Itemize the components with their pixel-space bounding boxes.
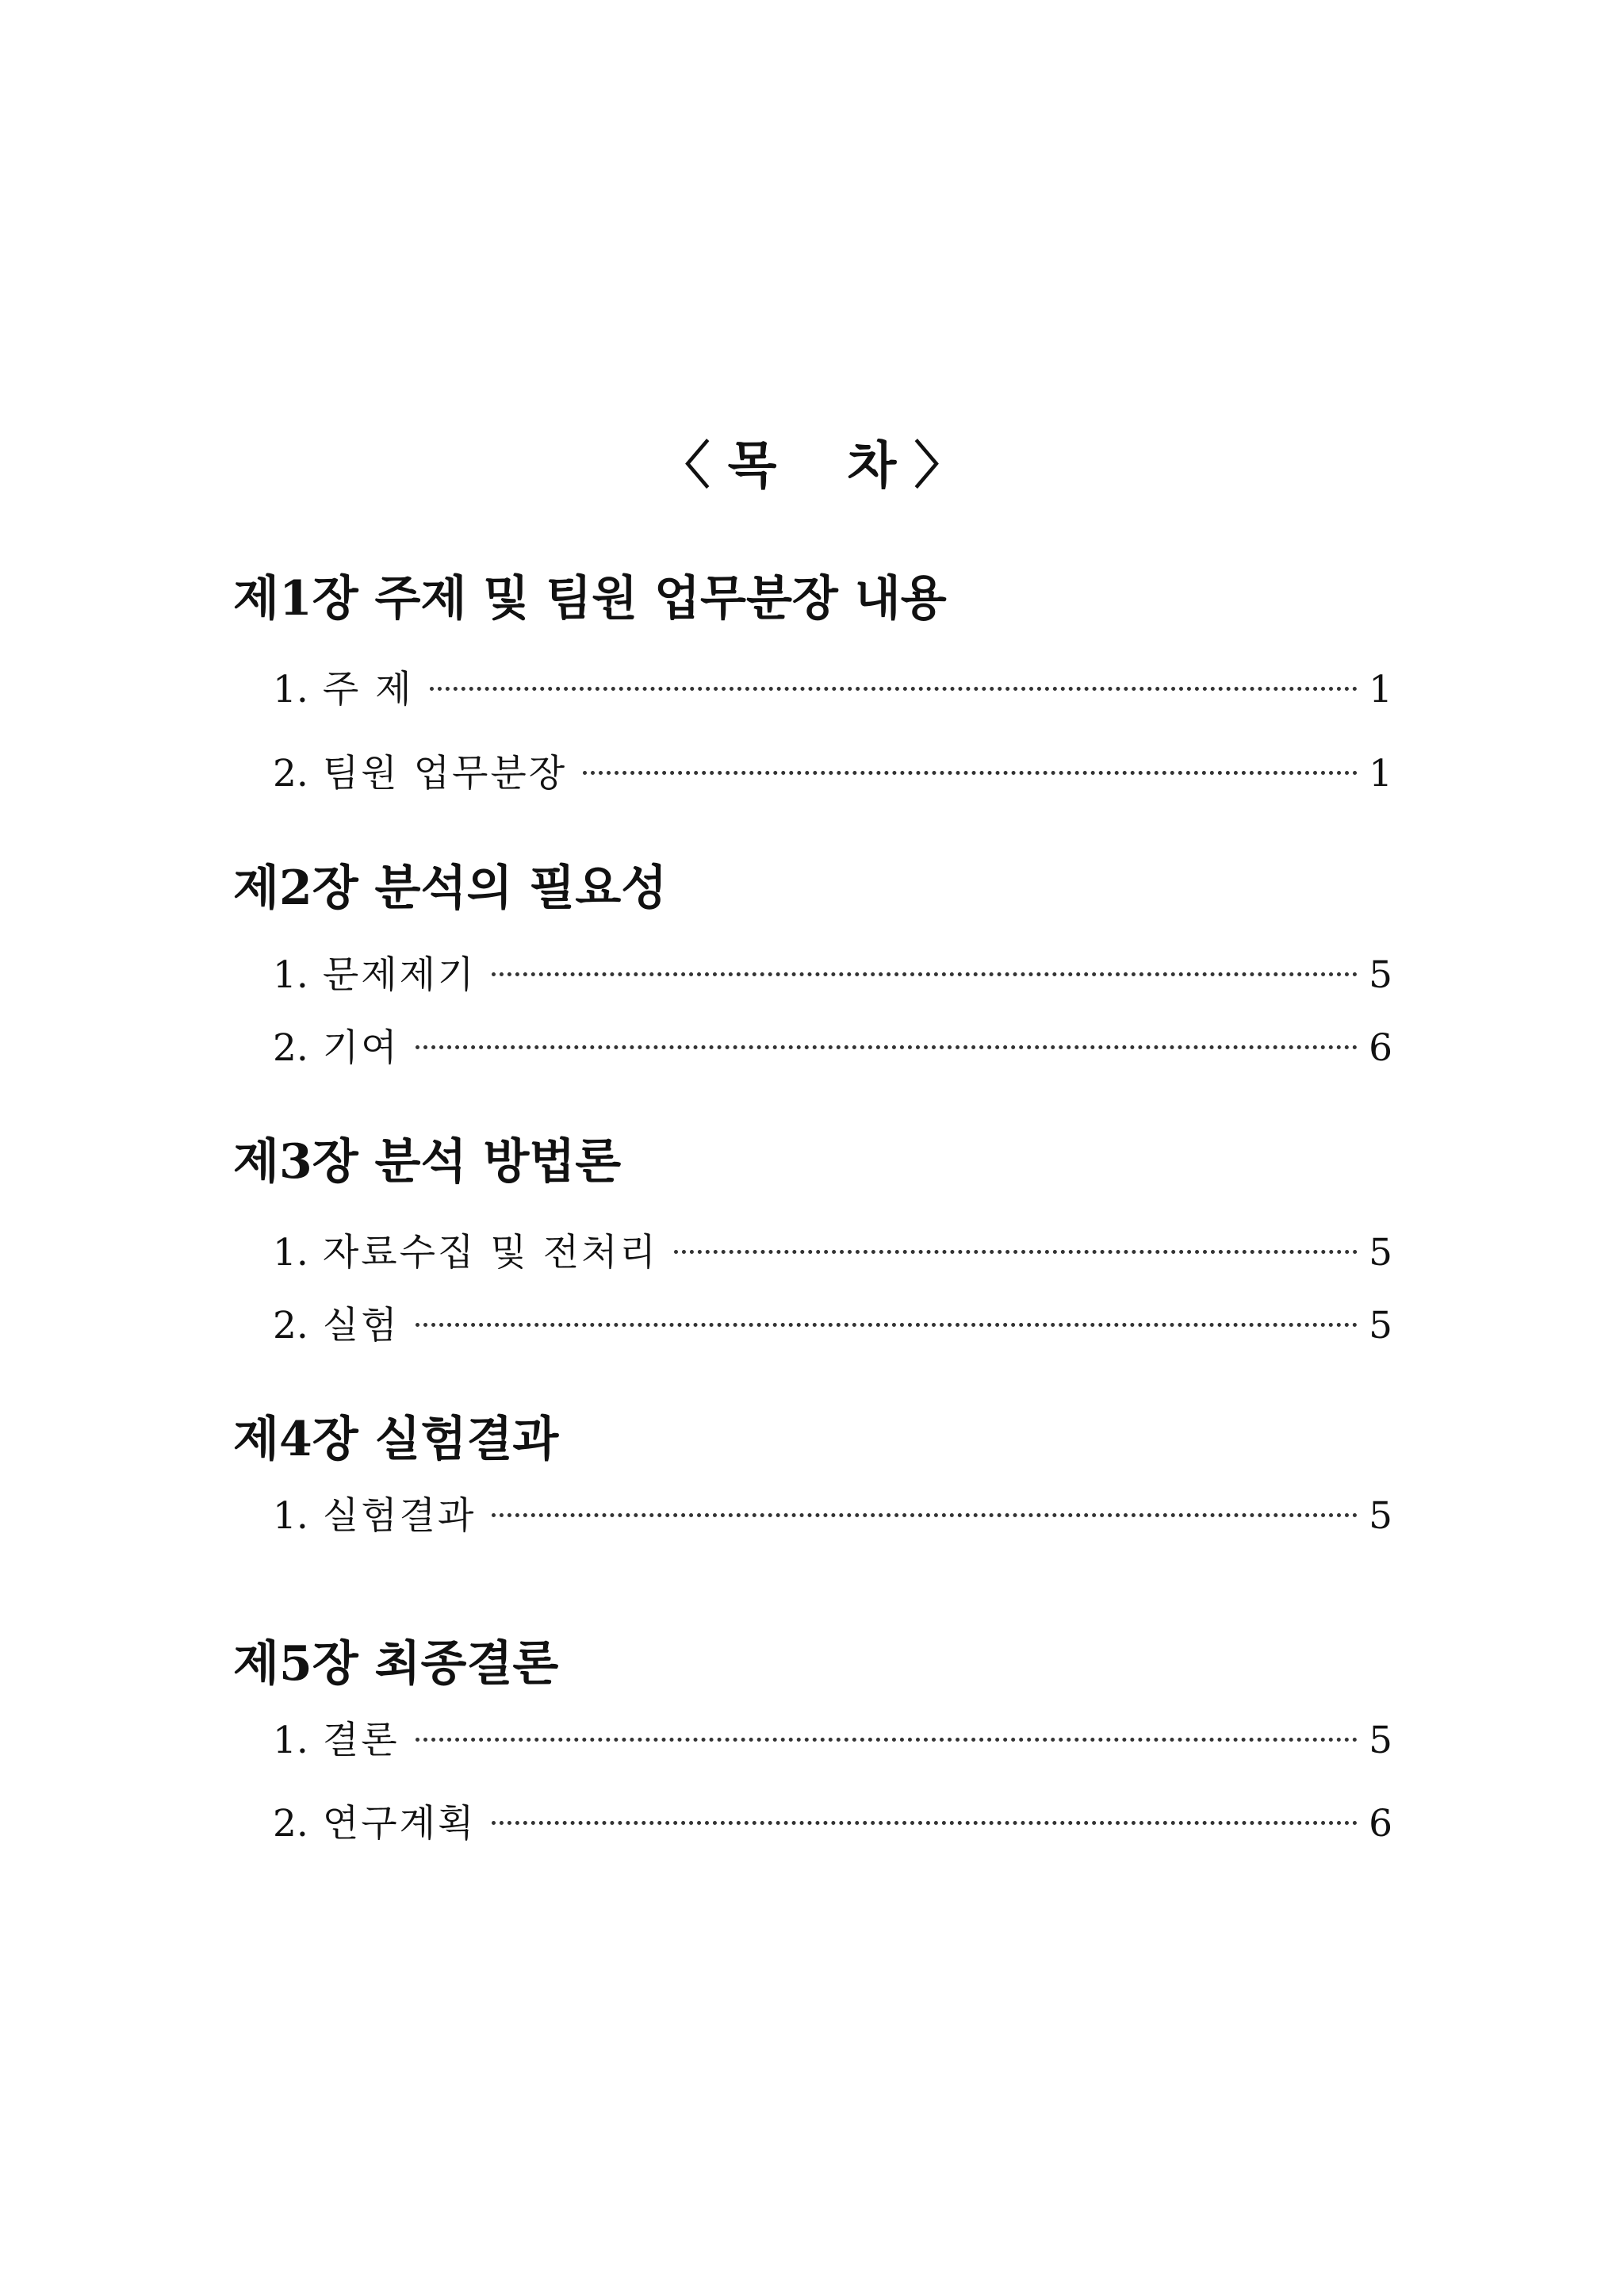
entry-number: 1. [273,1494,308,1538]
entry-page-number: 5 [1369,1304,1392,1347]
entry-label: 실험결과 [322,1494,477,1538]
entry-number: 2. [273,1026,308,1070]
dot-leader [416,1045,1358,1049]
entry-page-number: 5 [1369,1494,1392,1538]
toc-entry[interactable] [273,749,1392,799]
entry-label: 팀원 업무분장 [322,752,568,795]
toc-entry[interactable] [273,1228,1392,1278]
chapter-2-title: 제2장 분석의 필요성 [233,861,668,916]
entry-label: 기여 [322,1026,400,1070]
entry-page-number: 6 [1369,1026,1392,1070]
entry-label: 연구계획 [322,1802,477,1846]
entry-number: 2. [273,1802,308,1846]
toc-title: 〈 목 차 〉 [659,436,965,496]
entry-number: 1. [273,1231,308,1274]
toc-entry[interactable] [273,1023,1392,1074]
entry-label: 주 제 [322,668,414,711]
entry-number: 1. [273,1719,308,1762]
chapter-1-title: 제1장 주제 및 팀원 업무분장 내용 [233,571,947,627]
entry-number: 2. [273,752,308,795]
entry-label: 실험 [322,1304,400,1347]
dot-leader [416,1738,1358,1742]
entry-number: 1. [273,668,308,711]
chapter-4-title: 제4장 실험결과 [233,1412,559,1467]
toc-entry[interactable] [273,1715,1392,1766]
toc-entry[interactable] [273,1301,1392,1351]
toc-entry[interactable] [273,1491,1392,1542]
entry-page-number: 5 [1369,953,1392,997]
toc-entry[interactable] [273,950,1392,1001]
entry-number: 1. [273,953,308,997]
chapter-3-title: 제3장 분석 방법론 [233,1134,622,1190]
dot-leader [492,972,1358,976]
entry-page-number: 5 [1369,1231,1392,1274]
toc-entry[interactable] [273,665,1392,715]
entry-label: 자료수집 및 전처리 [322,1231,658,1274]
dot-leader [492,1821,1358,1825]
dot-leader [583,771,1358,775]
entry-page-number: 6 [1369,1802,1392,1846]
entry-page-number: 1 [1369,752,1392,795]
entry-label: 결론 [322,1719,400,1762]
entry-page-number: 1 [1369,668,1392,711]
dot-leader [674,1250,1358,1254]
entry-number: 2. [273,1304,308,1347]
entry-label: 문제제기 [322,953,477,997]
dot-leader [430,687,1358,691]
chapter-5-title: 제5장 최종결론 [233,1636,559,1692]
entry-page-number: 5 [1369,1719,1392,1762]
dot-leader [416,1323,1358,1327]
dot-leader [492,1513,1358,1517]
toc-entry[interactable] [273,1799,1392,1849]
